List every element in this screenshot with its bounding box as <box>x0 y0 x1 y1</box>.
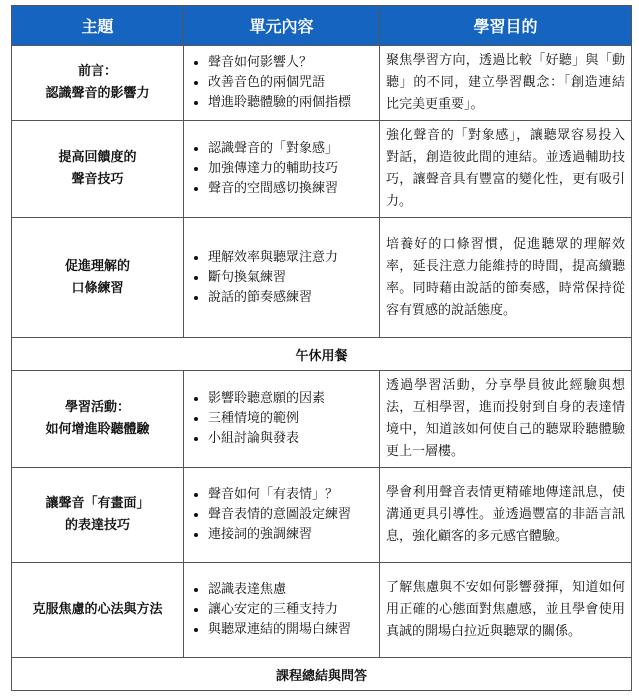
goal-cell: 強化聲音的「對象感」，讓聽眾容易投入對話，創造彼此間的連結。並透過輔助技巧，讓聲音具有豐富的變化性，更有吸引力。 <box>380 121 632 218</box>
topic-line: 前言： <box>77 64 117 79</box>
content-cell <box>184 218 380 338</box>
topic-cell <box>12 218 184 338</box>
content-item: • 認識表達焦慮 <box>208 580 377 600</box>
topic-cell <box>12 468 184 563</box>
table-row <box>12 371 632 468</box>
topic-line: 促進理解的 <box>64 258 130 274</box>
header-content: 單元內容 <box>184 6 380 46</box>
topic-line: 聲音技巧 <box>71 172 124 187</box>
content-item: • 三種情境的範例 <box>208 409 377 429</box>
lunch-break: 午休用餐 <box>12 338 632 371</box>
topic-line: 的表達技巧 <box>64 518 130 533</box>
table-row <box>12 468 632 563</box>
content-cell <box>184 563 380 658</box>
content-item: • 改善音色的兩個咒語 <box>208 73 377 93</box>
content-item: • 聲音的空間感切換練習 <box>208 179 377 199</box>
topic-line: 認識聲音的影響力 <box>45 86 150 101</box>
closing-row <box>12 658 632 691</box>
goal-cell: 培養好的口條習慣，促進聽眾的理解效率，延長注意力能維持的時間，提高續聽率。同時藉由說話的節奏感，時常保持從容有質感的說話態度。 <box>380 218 632 338</box>
topic-cell <box>12 121 184 218</box>
content-item: • 連接詞的強調練習 <box>208 525 377 545</box>
topic-cell <box>12 563 184 658</box>
goal-cell: 學會利用聲音表情更精確地傳達訊息，使溝通更具引導性。並透過豐富的非語言訊息，強化顧客的多元感官體驗。 <box>380 468 632 563</box>
course-outline-table <box>11 5 632 691</box>
content-item: • 斷句換氣練習 <box>208 268 377 288</box>
topic-line: 提高回饋度的 <box>58 150 137 165</box>
content-item: • 聲音如何影響人？ <box>208 53 377 73</box>
content-item: • 認識聲音的「對象感」 <box>208 139 377 159</box>
table-row <box>12 121 632 218</box>
lunch-row <box>12 338 632 371</box>
content-item: • 理解效率與聽眾注意力 <box>208 248 377 268</box>
content-cell <box>184 121 380 218</box>
table-row <box>12 218 632 338</box>
content-item: • 說話的節奏感練習 <box>208 288 377 308</box>
topic-line: 口條練習 <box>71 280 124 296</box>
table-row <box>12 46 632 121</box>
topic-cell <box>12 371 184 468</box>
topic-line: 學習活動： <box>64 400 130 415</box>
table-row <box>12 563 632 658</box>
content-item: • 聲音如何「有表情」？ <box>208 485 377 505</box>
content-item: • 與聽眾連結的開場白練習 <box>208 620 377 640</box>
header-goal: 學習目的 <box>380 6 632 46</box>
content-item: • 影響聆聽意願的因素 <box>208 389 377 409</box>
goal-cell: 透過學習活動，分享學員彼此經驗與想法，互相學習，進而投射到自身的表達情境中，知道該如何使自己的聽眾聆聽體驗更上一層樓。 <box>380 371 632 468</box>
content-item: • 小組討論與發表 <box>208 429 377 449</box>
content-cell <box>184 46 380 121</box>
topic-line: 如何增進聆聽體驗 <box>45 422 150 437</box>
content-cell <box>184 468 380 563</box>
content-item: • 增進聆聽體驗的兩個指標 <box>208 93 377 113</box>
content-item: • 聲音表情的意圖設定練習 <box>208 505 377 525</box>
content-cell <box>184 371 380 468</box>
goal-cell: 聚焦學習方向，透過比較「好聽」與「動聽」的不同，建立學習觀念：「創造連結比完美更重要」。 <box>380 46 632 121</box>
content-item: • 讓心安定的三種支持力 <box>208 600 377 620</box>
header-topic: 主題 <box>12 6 184 46</box>
header-row <box>12 6 632 46</box>
topic-line: 克服焦慮的心法與方法 <box>32 602 163 617</box>
topic-line: 讓聲音「有畫面」 <box>45 496 150 511</box>
course-closing: 課程總結與問答 <box>12 658 632 691</box>
topic-cell <box>12 46 184 121</box>
content-item: • 加強傳達力的輔助技巧 <box>208 159 377 179</box>
goal-cell: 了解焦慮與不安如何影響發揮，知道如何用正確的心態面對焦慮感，並且學會使用真誠的開場白拉近與聽眾的關係。 <box>380 563 632 658</box>
